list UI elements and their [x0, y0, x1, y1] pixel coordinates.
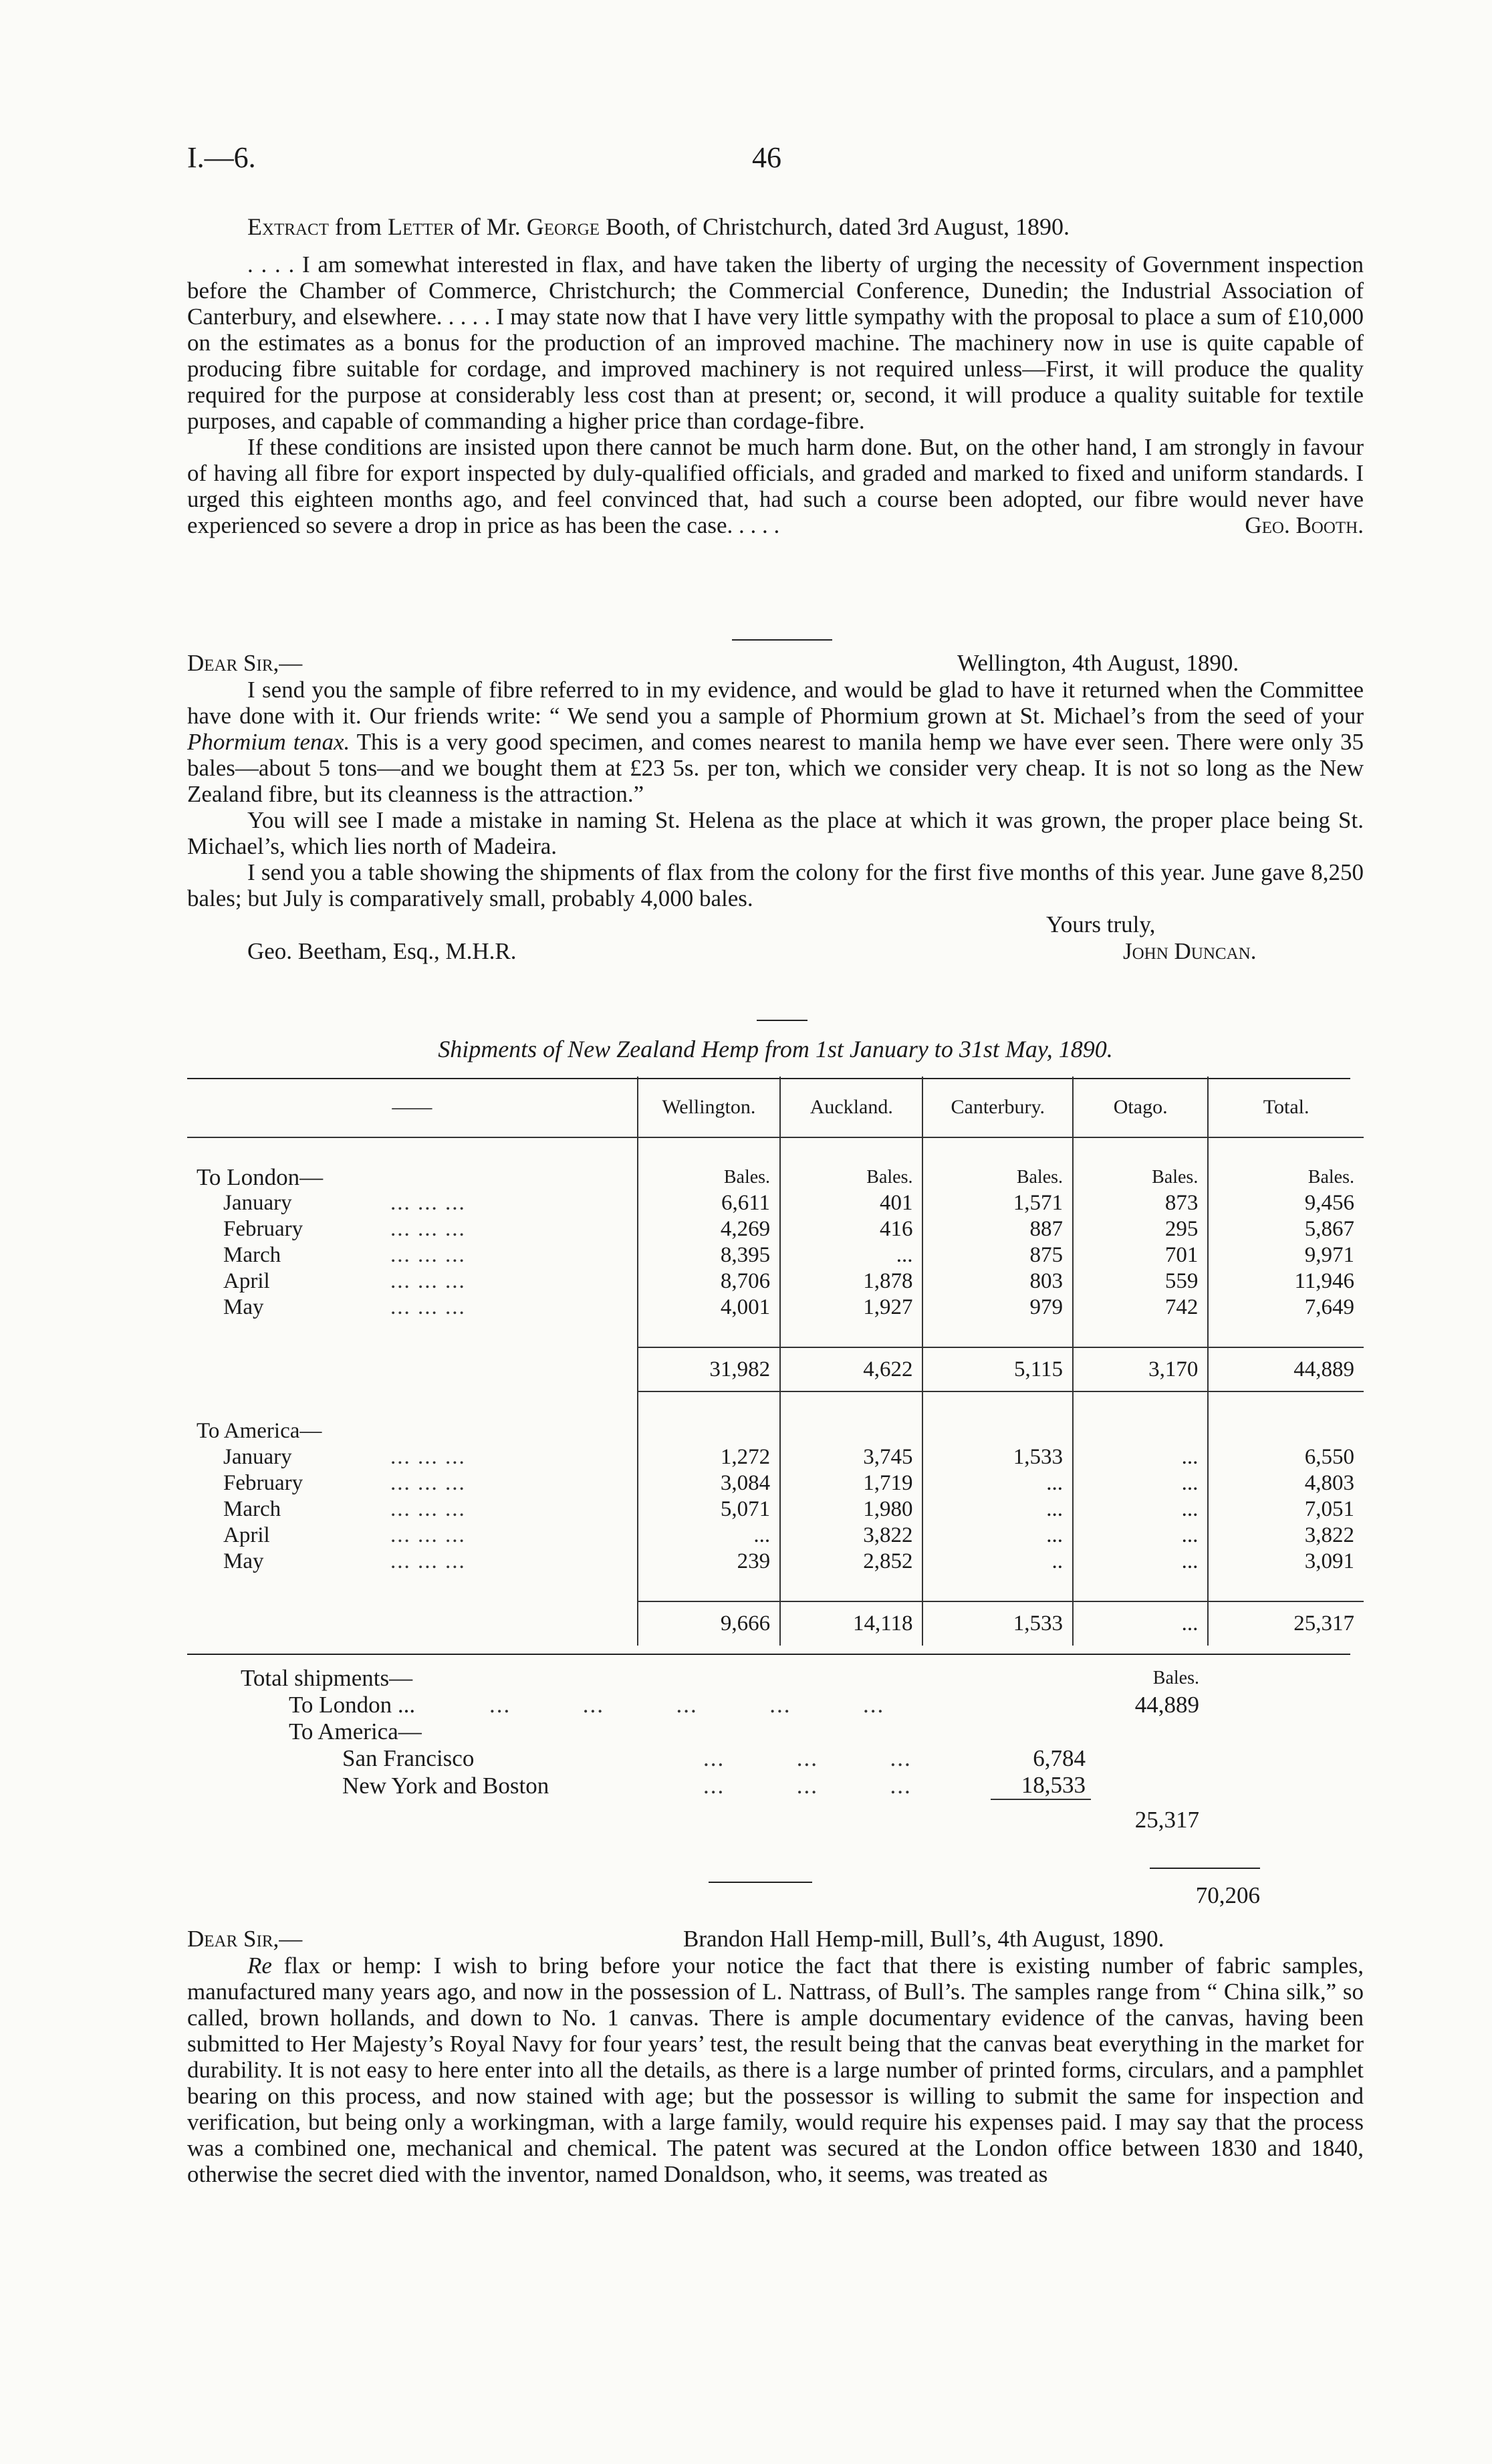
page-number: 46 [752, 141, 781, 174]
place-date: Brandon Hall Hemp-mill, Bull’s, 4th August, 1890. [683, 1926, 1164, 1952]
summary-row: New York and Boston ... ... ... 18,533 [342, 1772, 1086, 1799]
letter-heading-row [187, 1926, 1364, 1952]
grand-total: 70,206 [1195, 1882, 1260, 1908]
separator-rule [757, 1020, 807, 1021]
col-canterbury: Canterbury. [922, 1077, 1073, 1137]
page-header [187, 140, 1364, 187]
extract-paragraph-1: . . . . I am somewhat interested in flax, and have taken the liberty of urging the necessity of Government inspection before the Chamber of Commerce, Christchurch; the Commercial Conference, Dunedin; the Industrial Association of Canterbury, and elsewhere. . . . . I may state now that I have very little sympathy with the proposal to place a sum of £10,000 on the estimates as a bonus for the production of an improved machine. The machinery now in use is quite capable of producing fibre suitable for cordage, and improved machinery is not required unless—First, it will produce the quality required for the purpose at considerably less cost than at present; or, second, it will produce a quality suitable for textile purposes, and capable of commanding a higher price than cordage-fibre. [187, 251, 1364, 434]
col-wellington: Wellington. [638, 1077, 780, 1137]
table-title: Shipments of New Zealand Hemp from 1st January to 31st May, 1890. [438, 1036, 1113, 1062]
table-row: March ... ... ... 8,395 ... 875 701 9,971 [187, 1242, 1364, 1268]
summary-row: To London ... ... ... ... ... ... 44,889 [289, 1692, 1199, 1718]
separator-rule [732, 639, 832, 641]
table-row: May ... ... ... 4,001 1,927 979 742 7,649 [187, 1295, 1364, 1321]
place-date: Wellington, 4th August, 1890. [957, 650, 1239, 676]
table-row: January ... ... ... 1,272 3,745 1,533 ... 6,550 [187, 1444, 1364, 1470]
report-reference: I.—6. [187, 141, 256, 174]
col-auckland: Auckland. [780, 1077, 922, 1137]
addressee-row [187, 938, 1364, 965]
summary-heading-row: Total shipments— Bales. [241, 1665, 1199, 1691]
brandon-hall-letter [187, 1926, 1364, 2187]
table-row: January ... ... ... 6,611 401 1,571 873 9,456 [187, 1190, 1364, 1216]
corner-cell: —— [392, 1095, 432, 1118]
summary-row: 25,317 [235, 1799, 1372, 1841]
salutation: Dear Sir,— [187, 1926, 303, 1952]
col-otago: Otago. [1073, 1077, 1208, 1137]
table-header-row [187, 1077, 1364, 1137]
signature: John Duncan. [1123, 938, 1257, 964]
america-totals-row: 9,666 14,118 1,533 ... 25,317 [187, 1601, 1364, 1646]
shipments-table [187, 1077, 1364, 1646]
col-total: Total. [1208, 1077, 1364, 1137]
letter-paragraph-3: I send you a table showing the shipments of flax from the colony for the first five months of this year. June gave 8,250 bales; but July is comparatively small, probably 4,000 bales. [187, 859, 1364, 911]
table-row: February ... ... ... 3,084 1,719 ... ... 4,803 [187, 1470, 1364, 1496]
extract-title: Extract from Letter of Mr. George Booth, of Christchurch, dated 3rd August, 1890. [247, 213, 1070, 240]
table-row: May ... ... ... 239 2,852 .. ... 3,091 [187, 1549, 1364, 1575]
america-heading-row [187, 1418, 1364, 1444]
separator-rule [709, 1882, 812, 1883]
extract-signature: Geo. Booth. [1245, 512, 1364, 538]
species-name: Phormium tenax. [187, 729, 350, 755]
london-totals-row: 31,982 4,622 5,115 3,170 44,889 [187, 1347, 1364, 1391]
salutation: Dear Sir,— [187, 650, 303, 676]
units-row: To London— Bales. Bales. Bales. Bales. Bales. [187, 1164, 1364, 1190]
letter-paragraph-1: I send you the sample of fibre referred to in my evidence, and would be glad to have it returned when the Committee have done with it. Our friends write: “ We send you a sample of Phormium grown at St. Michael’s from the seed of your Phormium tenax. This is a very good specimen, and comes nearest to manila hemp we have ever seen. There were only 35 bales—about 5 tons—and we bought them at £23 5s. per ton, which we consider very cheap. It is not so long as the New Zealand fibre, but its cleanness is the attraction.” [187, 677, 1364, 807]
closing-row [187, 911, 1364, 938]
letter-paragraph-2: You will see I made a mistake in naming St. Helena as the place at which it was grown, the proper place being St. Michael’s, which lies north of Madeira. [187, 807, 1364, 859]
letter-heading-row [187, 650, 1364, 677]
table-row: April ... ... ... 8,706 1,878 803 559 11,946 [187, 1268, 1364, 1295]
table-row: February ... ... ... 4,269 416 887 295 5,867 [187, 1216, 1364, 1242]
letter-paragraph-1: Re flax or hemp: I wish to bring before your notice the fact that there is existing number of fabric samples, manufactured many years ago, and now in the possession of L. Nattrass, of Bull’s. The samples range from “ China silk,” so called, brown hollands, and down to No. 1 canvas. There is ample documentary evidence of the canvas, having been submitted to Her Majesty’s Royal Navy for four years’ test, the result being that the canvas beat everything in the market for durability. It is not easy to here enter into all the details, as there is a large number of printed forms, circulars, and a pamphlet bearing on this process, and now stained with age; but the possessor is willing to submit the same for inspection and verification, but being only a workingman, with a large family, would require his expenses paid. I may say that the process was a combined one, mechanical and chemical. The patent was secured at the London office between 1830 and 1840, otherwise the secret died with the inventor, named Donaldson, who, it seems, was treated as [187, 1952, 1364, 2187]
table-bottom-rule [187, 1654, 1350, 1655]
summary-row: San Francisco ... ... ... 6,784 [342, 1745, 1086, 1771]
table-row: April ... ... ... ... 3,822 ... ... 3,822 [187, 1523, 1364, 1549]
section-heading: To London— [197, 1164, 324, 1190]
grand-total-rule [1150, 1868, 1260, 1869]
extract-body [187, 251, 1364, 538]
closing: Yours truly, [1046, 911, 1156, 937]
section-heading: To America— [197, 1419, 322, 1443]
addressee: Geo. Beetham, Esq., M.H.R. [247, 938, 517, 964]
extract-paragraph-2: If these conditions are insisted upon there cannot be much harm done. But, on the other hand, I am strongly in favour of having all fibre for export inspected by duly-qualified officials, and graded and marked to fixed and uniform standards. I urged this eighteen months ago, and feel convinced that, had such a course been adopted, our fibre would never have experienced so severe a drop in price as has been the case. . . . . [187, 434, 1364, 538]
table-row: March ... ... ... 5,071 1,980 ... ... 7,051 [187, 1496, 1364, 1523]
summary-row: To America— [289, 1718, 422, 1745]
duncan-letter [187, 650, 1364, 965]
total-shipments-summary [235, 1665, 1372, 1841]
